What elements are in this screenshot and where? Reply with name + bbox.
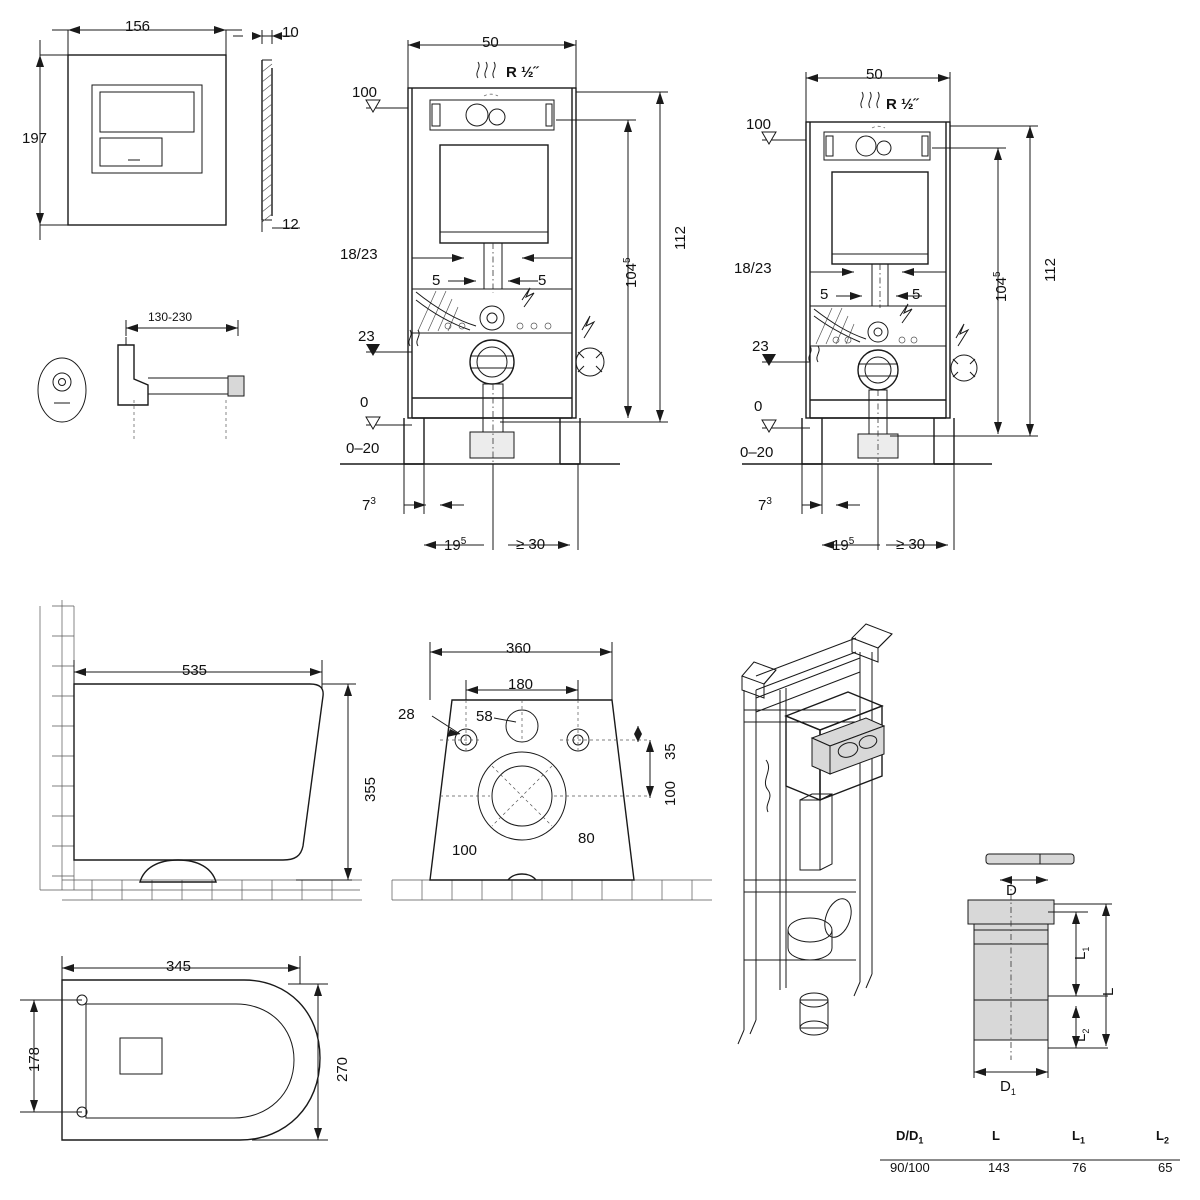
- label-pipe-d: D: [1006, 882, 1017, 899]
- label-wcback-outlet-80: 80: [578, 830, 595, 847]
- label-right-top-width: 50: [866, 66, 883, 83]
- label-bracket-range: 130-230: [148, 310, 193, 324]
- label-left-level-0: 0: [360, 394, 369, 411]
- label-right-offset-right: 5: [912, 286, 921, 303]
- label-wcback-height-100: 100: [662, 780, 679, 806]
- label-wcback-outlet-100: 100: [452, 842, 478, 859]
- label-right-base-7: $7^3$: [758, 496, 772, 514]
- table-cell-l1: 76: [1072, 1160, 1087, 1175]
- label-right-base-19: $19^5$: [832, 536, 855, 554]
- label-left-level-100: 100: [352, 84, 378, 101]
- table-header-d: $D/D_1$: [896, 1128, 924, 1146]
- label-wcback-bolt-spacing: 180: [508, 676, 534, 693]
- label-left-height-112: 112: [672, 226, 689, 250]
- label-right-level-0-20: 0–20: [740, 444, 774, 461]
- label-plate-thickness-bottom: 12: [282, 216, 299, 233]
- table-header-l2: $L_2$: [1156, 1128, 1169, 1146]
- label-left-wall-thickness: 18/23: [340, 246, 378, 263]
- label-pipe-l2: $L_2$: [1072, 1028, 1091, 1042]
- label-wcback-hole-28: 28: [398, 706, 415, 723]
- table-cell-l2: 65: [1158, 1160, 1173, 1175]
- label-left-base-19: $19^5$: [444, 536, 467, 554]
- label-right-offset-left: 5: [820, 286, 829, 303]
- label-left-height-104: $104^5$: [622, 257, 640, 288]
- label-right-height-112: 112: [1042, 258, 1059, 282]
- label-right-level-23: 23: [752, 338, 769, 355]
- label-right-height-104: $104^5$: [992, 271, 1010, 302]
- label-plate-thickness-top: 10: [282, 24, 299, 41]
- label-left-level-23: 23: [358, 328, 375, 345]
- label-plate-width: 156: [125, 18, 151, 35]
- label-wcback-height-35: 35: [662, 743, 679, 760]
- table-header-l: L: [992, 1128, 1000, 1143]
- label-left-top-width: 50: [482, 34, 499, 51]
- label-right-level-100: 100: [746, 116, 772, 133]
- label-right-water-connection: R ½˝: [886, 96, 919, 113]
- label-left-offset-left: 5: [432, 272, 441, 289]
- table-header-l1: $L_1$: [1072, 1128, 1085, 1146]
- label-wc-length: 535: [182, 662, 208, 679]
- label-left-offset-right: 5: [538, 272, 547, 289]
- label-pipe-l: L: [1100, 987, 1117, 996]
- label-seat-depth: 270: [334, 1056, 351, 1082]
- label-pipe-l1: $L_1$: [1072, 946, 1091, 960]
- label-right-clearance: ≥ 30: [896, 536, 926, 553]
- label-plate-height: 197: [22, 130, 48, 147]
- label-seat-hinge-spacing: 178: [26, 1046, 43, 1072]
- label-left-water-connection: R ½˝: [506, 64, 539, 81]
- label-left-base-7: $7^3$: [362, 496, 376, 514]
- label-pipe-d1: $D_1$: [1000, 1078, 1016, 1097]
- label-wcback-hole-58: 58: [476, 708, 493, 725]
- label-left-clearance: ≥ 30: [516, 536, 546, 553]
- label-right-level-0: 0: [754, 398, 763, 415]
- label-left-level-0-20: 0–20: [346, 440, 380, 457]
- label-right-wall-thickness: 18/23: [734, 260, 772, 277]
- label-wc-height: 355: [362, 776, 379, 802]
- label-wcback-width: 360: [506, 640, 532, 657]
- table-cell-l: 143: [988, 1160, 1010, 1175]
- label-seat-width: 345: [166, 958, 192, 975]
- table-cell-d: 90/100: [890, 1160, 930, 1175]
